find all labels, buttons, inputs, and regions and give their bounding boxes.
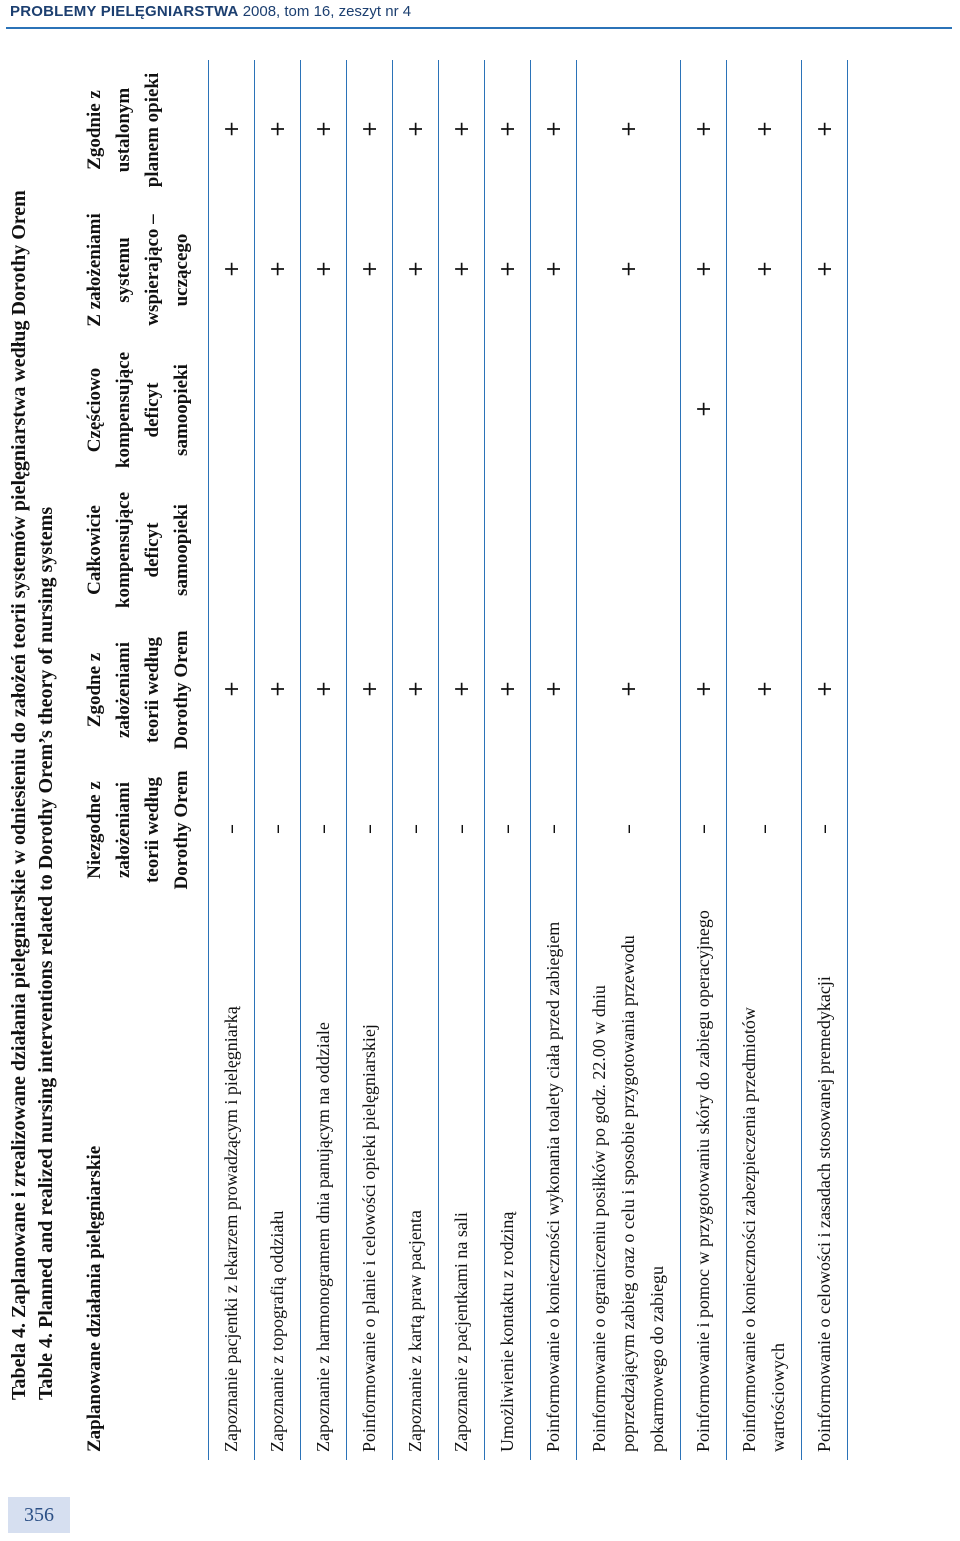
mark-cell — [393, 480, 439, 620]
mark-cell: + — [255, 620, 301, 760]
mark-cell — [301, 340, 347, 480]
mark-cell: – — [393, 760, 439, 900]
mark-cell — [255, 340, 301, 480]
mark-cell: + — [577, 620, 681, 760]
mark-cell — [802, 480, 848, 620]
mark-cell: – — [485, 760, 531, 900]
mark-cell: + — [347, 60, 393, 200]
column-header: Częściowo kompensujące deficyt samoopieki — [66, 340, 209, 480]
mark-cell: + — [577, 200, 681, 340]
table-row — [255, 60, 301, 1460]
mark-cell: + — [255, 60, 301, 200]
mark-cell: + — [209, 620, 255, 760]
mark-cell: – — [727, 760, 802, 900]
table-row — [577, 60, 681, 1460]
intervention-cell: Umożliwienie kontaktu z rodziną — [485, 900, 531, 1460]
mark-cell: + — [485, 200, 531, 340]
mark-cell: – — [347, 760, 393, 900]
table-row — [393, 60, 439, 1460]
mark-cell: + — [531, 60, 577, 200]
page-number: 356 — [8, 1497, 70, 1533]
mark-cell — [727, 340, 802, 480]
mark-cell: + — [681, 60, 727, 200]
mark-cell: + — [393, 200, 439, 340]
mark-cell: + — [485, 60, 531, 200]
mark-cell: + — [439, 620, 485, 760]
mark-cell: + — [301, 200, 347, 340]
intervention-cell: Zapoznanie z harmonogramem dnia panującym na oddziale — [301, 900, 347, 1460]
intervention-cell: Poinformowanie i pomoc w przygotowaniu skóry do zabiegu operacyjnego — [681, 900, 727, 1460]
table-row — [531, 60, 577, 1460]
mark-cell: – — [209, 760, 255, 900]
mark-cell: + — [531, 620, 577, 760]
mark-cell: + — [439, 60, 485, 200]
table-row — [485, 60, 531, 1460]
mark-cell: – — [681, 760, 727, 900]
mark-cell: + — [393, 620, 439, 760]
mark-cell: + — [301, 60, 347, 200]
table-header-row — [66, 60, 209, 1460]
caption-polish: Tabela 4. Zaplanowane i zrealizowane działania pielęgniarskie w odniesieniu do założeń teorii systemów pielęgniarstwa według Dorothy Orem — [8, 190, 30, 1400]
mark-cell — [802, 340, 848, 480]
mark-cell — [577, 340, 681, 480]
mark-cell: + — [681, 200, 727, 340]
column-header: Z założeniami systemu wspierająco –uczącego — [66, 200, 209, 340]
journal-issue: 2008, tom 16, zeszyt nr 4 — [242, 3, 412, 20]
mark-cell — [681, 480, 727, 620]
mark-cell: + — [802, 60, 848, 200]
intervention-cell: Poinformowanie o planie i celowości opieki pielęgniarskiej — [347, 900, 393, 1460]
mark-cell: – — [439, 760, 485, 900]
column-header: Zaplanowane działania pielęgniarskie — [66, 900, 209, 1460]
mark-cell — [209, 480, 255, 620]
intervention-cell: Poinformowanie o konieczności wykonania toalety ciała przed zabiegiem — [531, 900, 577, 1460]
mark-cell: + — [531, 200, 577, 340]
intervention-cell: Poinformowanie o konieczności zabezpieczenia przedmiotów wartościowych — [727, 900, 802, 1460]
column-header: Niezgodne z założeniami teorii według Dorothy Orem — [66, 760, 209, 900]
mark-cell: – — [531, 760, 577, 900]
table-caption — [6, 20, 60, 1400]
mark-cell — [531, 340, 577, 480]
mark-cell — [347, 480, 393, 620]
mark-cell — [485, 340, 531, 480]
intervention-cell: Zapoznanie z kartą praw pacjenta — [393, 900, 439, 1460]
mark-cell: + — [681, 340, 727, 480]
intervention-cell: Poinformowanie o celowości i zasadach stosowanej premedykacji — [802, 900, 848, 1460]
column-header: Zgodnie z ustalonym planem opieki — [66, 60, 209, 200]
mark-cell: – — [255, 760, 301, 900]
mark-cell — [301, 480, 347, 620]
mark-cell: + — [802, 620, 848, 760]
intervention-cell: Zapoznanie pacjentki z lekarzem prowadzącym i pielęgniarką — [209, 900, 255, 1460]
column-header: Całkowicie kompensujące deficyt samoopieki — [66, 480, 209, 620]
table-row — [347, 60, 393, 1460]
mark-cell: + — [727, 200, 802, 340]
table-row — [681, 60, 727, 1460]
journal-name: PROBLEMY PIELĘGNIARSTWA — [10, 3, 239, 20]
table-row — [301, 60, 347, 1460]
mark-cell — [393, 340, 439, 480]
mark-cell: + — [727, 60, 802, 200]
mark-cell: + — [727, 620, 802, 760]
mark-cell — [347, 340, 393, 480]
table-row — [802, 60, 848, 1460]
mark-cell: + — [439, 200, 485, 340]
table-body — [209, 60, 848, 1460]
mark-cell: + — [485, 620, 531, 760]
mark-cell — [255, 480, 301, 620]
table-row — [209, 60, 255, 1460]
mark-cell: – — [577, 760, 681, 900]
mark-cell: + — [577, 60, 681, 200]
mark-cell — [531, 480, 577, 620]
mark-cell: + — [393, 60, 439, 200]
caption-english: Table 4. Planned and realized nursing interventions related to Dorothy Orem’s theory of nursing systems — [35, 506, 57, 1400]
mark-cell — [577, 480, 681, 620]
interventions-table — [66, 60, 848, 1460]
mark-cell: + — [255, 200, 301, 340]
mark-cell — [439, 340, 485, 480]
column-header: Zgodne z założeniami teorii według Dorothy Orem — [66, 620, 209, 760]
intervention-cell: Poinformowanie o ograniczeniu posiłków po godz. 22.00 w dniu poprzedzającym zabieg oraz o celu i sposobie przygotowania przewodu pokarmowego do zabiegu — [577, 900, 681, 1460]
mark-cell — [209, 340, 255, 480]
intervention-cell: Zapoznanie z topografią oddziału — [255, 900, 301, 1460]
mark-cell: + — [681, 620, 727, 760]
mark-cell: + — [209, 200, 255, 340]
table-row — [439, 60, 485, 1460]
mark-cell: + — [347, 200, 393, 340]
mark-cell — [727, 480, 802, 620]
table-row — [727, 60, 802, 1460]
mark-cell: – — [301, 760, 347, 900]
mark-cell: – — [802, 760, 848, 900]
mark-cell — [439, 480, 485, 620]
intervention-cell: Zapoznanie z pacjentkami na sali — [439, 900, 485, 1460]
mark-cell: + — [802, 200, 848, 340]
mark-cell: + — [347, 620, 393, 760]
mark-cell: + — [301, 620, 347, 760]
mark-cell: + — [209, 60, 255, 200]
mark-cell — [485, 480, 531, 620]
